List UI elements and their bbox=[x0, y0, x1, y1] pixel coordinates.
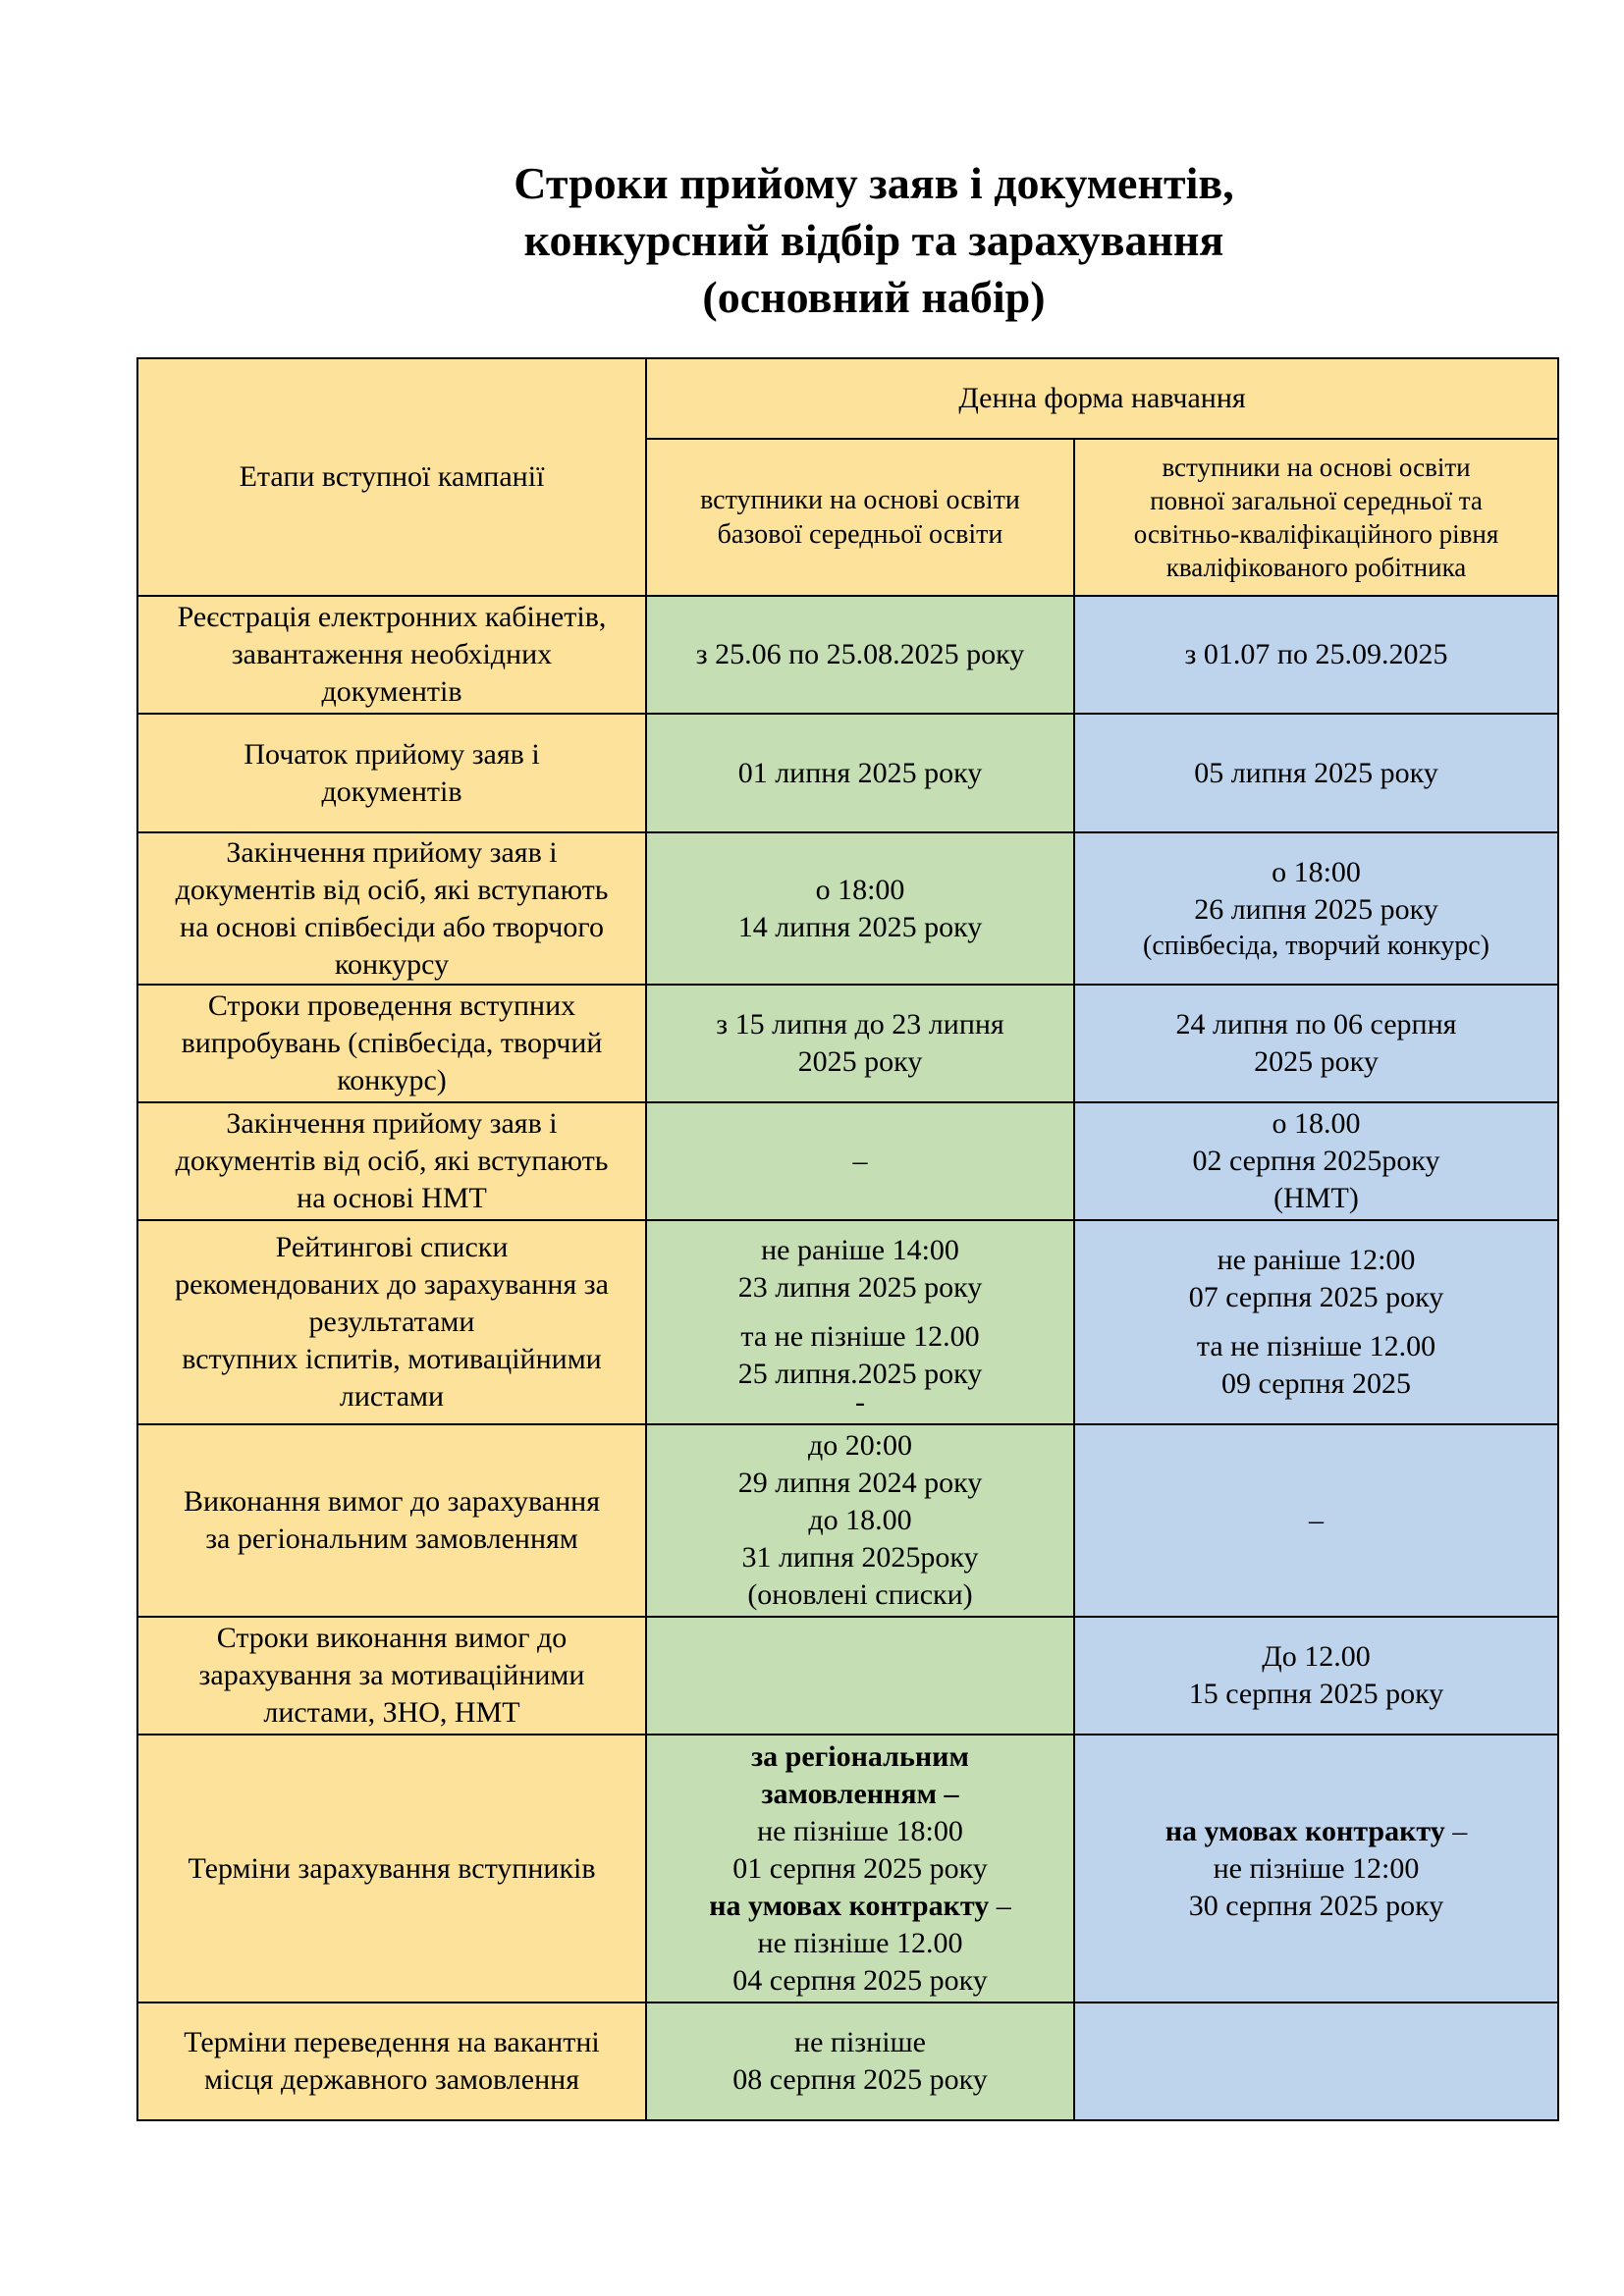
table-row bbox=[137, 1735, 1558, 2002]
stage-line: Строки проведення вступних bbox=[207, 989, 576, 1022]
spacer bbox=[653, 1307, 1067, 1318]
stage-cell bbox=[137, 2002, 646, 2120]
full-cell bbox=[1074, 1102, 1558, 1220]
stage-line: документів від осіб, які вступають bbox=[175, 1145, 609, 1177]
full-cell bbox=[1074, 1735, 1558, 2002]
contract-label: на умовах контракту bbox=[1164, 1814, 1445, 1847]
basic-line: 2025 року bbox=[797, 1045, 923, 1078]
stage-line: листами, ЗНО, НМТ bbox=[263, 1696, 520, 1729]
header-col-full bbox=[1074, 439, 1558, 596]
basic-line: за регіональним bbox=[751, 1739, 969, 1773]
full-line: та не пізніше 12.00 bbox=[1196, 1330, 1436, 1362]
header-col-full-line: кваліфікованого робітника bbox=[1165, 553, 1467, 582]
stage-line: на основі НМТ bbox=[297, 1182, 487, 1214]
title-line-2: конкурсний відбір та зарахування bbox=[523, 215, 1224, 265]
table-row bbox=[137, 1424, 1558, 1617]
full-cell bbox=[1074, 2002, 1558, 2120]
table-row bbox=[137, 714, 1558, 832]
basic-line: до 18.00 bbox=[808, 1504, 912, 1536]
stage-line: Терміни переведення на вакантні bbox=[184, 2026, 600, 2058]
full-cell bbox=[1074, 985, 1558, 1102]
stage-line: конкурсу bbox=[334, 947, 450, 981]
basic-line: 31 липня 2025року bbox=[741, 1541, 979, 1574]
contract-dash: – bbox=[989, 1889, 1011, 1922]
table-row bbox=[137, 1617, 1558, 1735]
stage-line: вступних іспитів, мотиваційними bbox=[182, 1343, 602, 1375]
header-form-label: Денна форма навчання bbox=[958, 382, 1246, 414]
header-stages bbox=[137, 358, 646, 596]
basic-line: - bbox=[855, 1386, 865, 1418]
header-col-basic-line: базової середньої освіти bbox=[717, 519, 1003, 550]
basic-line: з 15 липня до 23 липня bbox=[716, 1008, 1004, 1041]
basic-line: 29 липня 2024 року bbox=[737, 1467, 983, 1499]
basic-line: 08 серпня 2025 року bbox=[732, 2063, 988, 2096]
full-line: – bbox=[1309, 1504, 1324, 1536]
full-line: 09 серпня 2025 bbox=[1221, 1367, 1411, 1400]
full-cell bbox=[1074, 596, 1558, 714]
stage-line: рекомендованих до зарахування за bbox=[175, 1268, 609, 1301]
full-line bbox=[1081, 1813, 1551, 1850]
stage-cell bbox=[137, 1102, 646, 1220]
stage-line: Строки виконання вимог до bbox=[216, 1622, 568, 1654]
table-row bbox=[137, 985, 1558, 1102]
basic-line: 04 серпня 2025 року bbox=[732, 1963, 988, 1997]
table-row bbox=[137, 1220, 1558, 1424]
basic-cell bbox=[646, 1424, 1074, 1617]
stage-cell bbox=[137, 985, 646, 1102]
table-row bbox=[137, 1102, 1558, 1220]
basic-cell bbox=[646, 832, 1074, 985]
full-line: 24 липня по 06 серпня bbox=[1175, 1008, 1457, 1041]
stage-cell bbox=[137, 714, 646, 832]
header-col-full-line: вступники на основі освіти bbox=[1162, 453, 1471, 482]
table-row bbox=[137, 2002, 1558, 2120]
full-line: о 18.00 bbox=[1272, 1107, 1361, 1140]
basic-cell bbox=[646, 1102, 1074, 1220]
full-line: 05 липня 2025 року bbox=[1194, 756, 1438, 789]
contract-label: на умовах контракту bbox=[709, 1889, 990, 1922]
full-cell bbox=[1074, 1617, 1558, 1735]
basic-line: та не пізніше 12.00 bbox=[740, 1320, 980, 1353]
basic-line: о 18:00 bbox=[815, 873, 905, 906]
table-row bbox=[137, 596, 1558, 714]
stage-line: Закінчення прийому заяв і bbox=[226, 1107, 558, 1140]
title-line-1: Строки прийому заяв і документів, bbox=[514, 158, 1234, 208]
stage-line: Рейтингові списки bbox=[275, 1231, 509, 1263]
basic-line: – bbox=[852, 1145, 868, 1177]
basic-line: не пізніше bbox=[794, 2026, 926, 2058]
stage-line: місця державного замовлення bbox=[203, 2063, 579, 2096]
stage-line: за регіональним замовленням bbox=[205, 1522, 578, 1555]
stage-line: документів від осіб, які вступають bbox=[175, 873, 609, 906]
header-form bbox=[646, 358, 1558, 439]
full-line: 07 серпня 2025 року bbox=[1188, 1281, 1444, 1313]
basic-cell bbox=[646, 596, 1074, 714]
basic-cell bbox=[646, 1735, 1074, 2002]
full-line: о 18:00 bbox=[1272, 856, 1361, 888]
full-line: з 01.07 по 25.09.2025 bbox=[1184, 638, 1448, 670]
full-cell bbox=[1074, 1424, 1558, 1617]
stage-line: результатами bbox=[308, 1306, 475, 1338]
full-cell bbox=[1074, 1220, 1558, 1424]
stage-cell bbox=[137, 1220, 646, 1424]
stage-line: документів bbox=[321, 774, 462, 808]
stage-line: листами bbox=[339, 1380, 445, 1413]
stage-line: на основі співбесіди або творчого bbox=[180, 910, 604, 943]
basic-line: до 20:00 bbox=[807, 1429, 913, 1462]
stage-line: Виконання вимог до зарахування bbox=[184, 1485, 600, 1518]
basic-line: замовленням – bbox=[761, 1777, 959, 1810]
header-col-full-line: повної загальної середньої та bbox=[1150, 486, 1483, 515]
stage-line: випробувань (співбесіда, творчий bbox=[181, 1027, 603, 1059]
basic-line: не раніше 14:00 bbox=[761, 1234, 959, 1266]
full-line: 15 серпня 2025 року bbox=[1188, 1678, 1444, 1710]
basic-line bbox=[653, 1888, 1067, 1925]
stage-line: конкурс) bbox=[337, 1064, 447, 1096]
stage-cell bbox=[137, 596, 646, 714]
stage-line: зарахування за мотиваційними bbox=[198, 1659, 585, 1691]
header-col-basic bbox=[646, 439, 1074, 596]
spacer bbox=[1081, 1316, 1551, 1328]
header-row bbox=[137, 358, 1558, 439]
stage-cell bbox=[137, 1735, 646, 2002]
basic-cell bbox=[646, 985, 1074, 1102]
full-line: 26 липня 2025 року bbox=[1194, 893, 1438, 926]
contract-dash: – bbox=[1444, 1814, 1468, 1847]
basic-line: 23 липня 2025 року bbox=[737, 1271, 983, 1304]
basic-line: (оновлені списки) bbox=[747, 1578, 973, 1611]
document-title bbox=[295, 155, 1453, 326]
full-line: 30 серпня 2025 року bbox=[1188, 1889, 1444, 1922]
admission-schedule-table bbox=[136, 357, 1559, 2121]
basic-line: не пізніше 18:00 bbox=[757, 1814, 963, 1847]
header-stages-label: Етапи вступної кампанії bbox=[239, 460, 545, 493]
basic-cell bbox=[646, 1220, 1074, 1424]
full-line: 02 серпня 2025року bbox=[1192, 1145, 1440, 1177]
title-line-3: (основний набір) bbox=[702, 272, 1046, 322]
stage-cell bbox=[137, 1424, 646, 1617]
full-line: (НМТ) bbox=[1273, 1182, 1359, 1214]
full-line: 2025 року bbox=[1254, 1045, 1379, 1078]
stage-line: Початок прийому заяв і bbox=[244, 737, 540, 771]
header-col-basic-line: вступники на основі освіти bbox=[700, 485, 1020, 515]
basic-cell bbox=[646, 1617, 1074, 1735]
stage-line: документів bbox=[321, 675, 462, 708]
stage-line: Закінчення прийому заяв і bbox=[226, 835, 558, 869]
header-col-full-line: освітньо-кваліфікаційного рівня bbox=[1133, 519, 1499, 549]
stage-cell bbox=[137, 1617, 646, 1735]
stage-line: Реєстрація електронних кабінетів, bbox=[177, 601, 607, 633]
stage-line: завантаження необхідних bbox=[231, 638, 553, 670]
full-line: не раніше 12:00 bbox=[1217, 1244, 1416, 1276]
basic-line: 14 липня 2025 року bbox=[737, 910, 983, 943]
basic-line: 01 серпня 2025 року bbox=[732, 1851, 988, 1885]
full-line: (співбесіда, творчий конкурс) bbox=[1143, 931, 1489, 961]
stage-line: Терміни зарахування вступників bbox=[188, 1851, 596, 1885]
stage-cell bbox=[137, 832, 646, 985]
full-line: не пізніше 12:00 bbox=[1213, 1851, 1420, 1885]
basic-line: 25 липня.2025 року bbox=[737, 1358, 983, 1390]
full-cell bbox=[1074, 714, 1558, 832]
full-cell bbox=[1074, 832, 1558, 985]
table-row bbox=[137, 832, 1558, 985]
basic-cell bbox=[646, 2002, 1074, 2120]
basic-line: 01 липня 2025 року bbox=[737, 756, 983, 789]
basic-cell bbox=[646, 714, 1074, 832]
basic-line: не пізніше 12.00 bbox=[757, 1926, 963, 1959]
basic-line: з 25.06 по 25.08.2025 року bbox=[695, 638, 1025, 670]
full-line: До 12.00 bbox=[1262, 1640, 1371, 1673]
